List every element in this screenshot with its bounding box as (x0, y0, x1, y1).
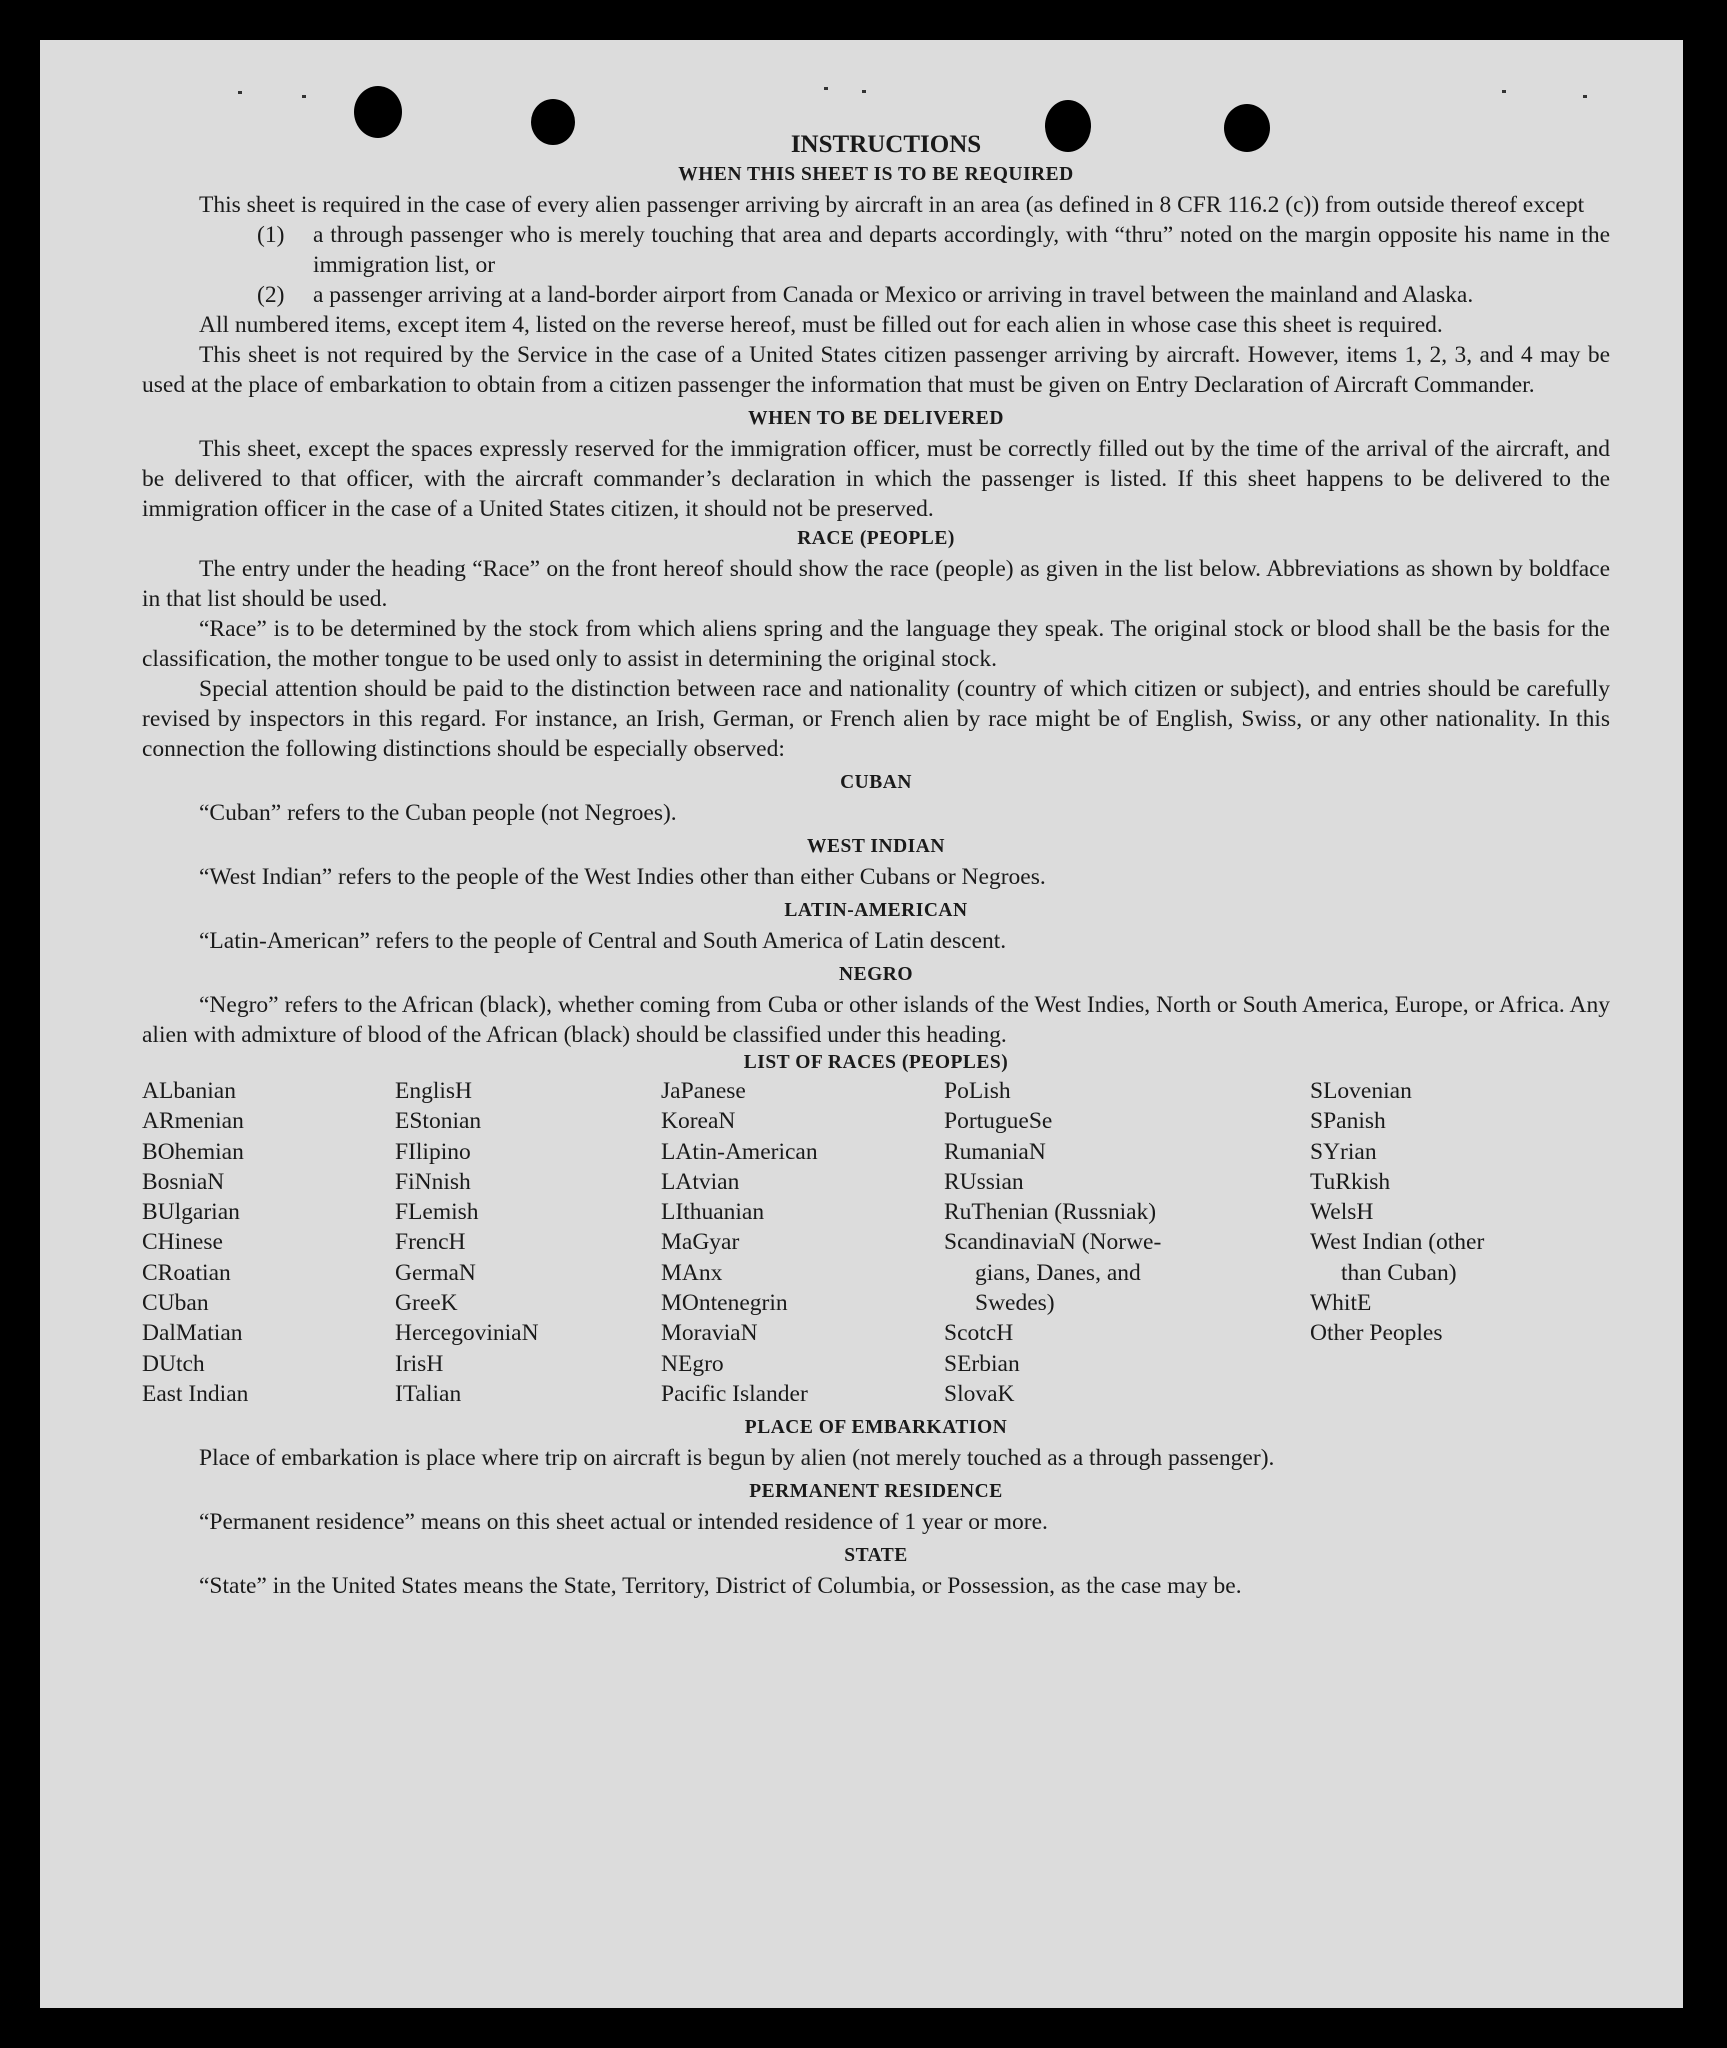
race-entry: EStonian (395, 1108, 482, 1135)
delivered-paragraph: This sheet, except the spaces expressly reserved for the immigration officer, must be correctly filled out by the time of the arrival of the aircraft, and be delivered to that officer, with the aircraft commander’s declaration in which the passenger is listed. If this sheet happens to be delivered to the immigration officer in the case of a United States citizen, it should not be preserved. (142, 436, 1610, 522)
race-entry: RumaniaN (944, 1138, 1046, 1165)
race-entry: MOntenegrin (661, 1290, 788, 1317)
races-column-1 (142, 1076, 395, 1409)
race-entry: NEgro (661, 1350, 724, 1377)
race-entry: EnglisH (395, 1078, 473, 1104)
race-entry: BUlgarian (142, 1199, 240, 1226)
race-entry: PoLish (944, 1078, 1011, 1104)
heading-place-of-embarkation: PLACE OF EMBARKATION (744, 1417, 1008, 1439)
heading-when-delivered: WHEN TO BE DELIVERED (748, 408, 1004, 429)
races-list (142, 1076, 1610, 1409)
item-number: (1) (257, 222, 285, 248)
race-entry: CUban (142, 1290, 209, 1317)
race-entry: CHinese (142, 1229, 223, 1256)
race-entry: DalMatian (142, 1320, 243, 1347)
west-indian-definition: “West Indian” refers to the people of the West Indies other than either Cubans or Negroes. (199, 864, 1046, 890)
races-column-2 (395, 1076, 661, 1409)
race-entry: BOhemian (142, 1138, 244, 1165)
race-entry: West Indian (other (1310, 1229, 1485, 1256)
race-entry: FIlipino (395, 1138, 471, 1165)
race-entry: FLemish (395, 1199, 479, 1226)
races-column-3 (661, 1076, 944, 1409)
page-title: INSTRUCTIONS (790, 131, 982, 158)
race-entry: ARmenian (142, 1108, 244, 1135)
numbered-items-paragraph: All numbered items, except item 4, listed on the reverse hereof, must be filled out for each alien in whose case this sheet is required. (199, 312, 1443, 338)
race-entry: KoreaN (661, 1108, 736, 1135)
speck (862, 90, 866, 93)
heading-state: STATE (844, 1545, 908, 1567)
race-entry: LAtin-American (661, 1138, 818, 1165)
race-entry: TuRkish (1310, 1168, 1391, 1195)
race-entry: SLovenian (1310, 1078, 1412, 1104)
race-entry-continued: than Cuban) (1341, 1259, 1457, 1286)
race-entry: SYrian (1310, 1138, 1377, 1165)
residence-paragraph: “Permanent residence” means on this sheet actual or intended residence of 1 year or more. (199, 1509, 1048, 1536)
speck (302, 95, 306, 98)
race-paragraph-1: The entry under the heading “Race” on the front hereof should show the race (people) as given in the list below. Abbreviations as shown by boldface in that list should be used. (142, 556, 1610, 612)
speck (238, 91, 242, 94)
heading-permanent-residence: PERMANENT RESIDENCE (749, 1481, 1003, 1503)
heading-negro: NEGRO (838, 964, 913, 985)
race-paragraph-2: “Race” is to be determined by the stock from which aliens spring and the language they speak. The original stock or blood shall be the basis for the classification, the mother tongue to be used only to assist in determining the original stock. (142, 616, 1610, 672)
race-entry-continued: gians, Danes, and (975, 1259, 1141, 1286)
required-intro: This sheet is required in the case of every alien passenger arriving by aircraft in an area (as defined in 8 CFR 116.2 (c)) from outside thereof except (199, 192, 1585, 218)
item-text: a passenger arriving at a land-border airport from Canada or Mexico or arriving in travel between the mainland and Alaska. (313, 282, 1474, 308)
speck (1583, 95, 1587, 98)
heading-list-of-races: LIST OF RACES (PEOPLES) (743, 1052, 1009, 1073)
race-entry: HercegoviniaN (395, 1320, 539, 1347)
speck (824, 87, 828, 90)
exception-item-1 (257, 220, 1610, 280)
race-entry-continued: Swedes) (975, 1290, 1055, 1317)
heading-race: RACE (PEOPLE) (797, 528, 955, 549)
race-entry: RUssian (944, 1168, 1024, 1195)
race-entry: East Indian (142, 1380, 249, 1407)
item-number: (2) (257, 282, 285, 308)
race-entry: GermaN (395, 1259, 476, 1286)
race-entry: SErbian (944, 1350, 1020, 1377)
race-entry: MaGyar (661, 1229, 740, 1256)
race-entry: BosniaN (142, 1168, 225, 1195)
heading-when-required: WHEN THIS SHEET IS TO BE REQUIRED (678, 164, 1074, 185)
item-text: a through passenger who is merely touching that area and departs accordingly, with “thru” noted on the margin opposite his name in the immigration list, or (313, 222, 1610, 278)
state-paragraph: “State” in the United States means the State, Territory, District of Columbia, or Possession, as the case may be. (199, 1573, 1242, 1600)
document-page (40, 40, 1683, 2008)
negro-definition: “Negro” refers to the African (black), whether coming from Cuba or other islands of the West Indies, North or South America, Europe, or Africa. Any alien with admixture of blood of the African (black) should be classified under this heading. (142, 992, 1610, 1048)
race-entry: MoraviaN (661, 1320, 758, 1347)
heading-west-indian: WEST INDIAN (807, 836, 945, 857)
race-entry: RuThenian (Russniak) (944, 1199, 1157, 1226)
race-entry: WelsH (1310, 1199, 1374, 1226)
exception-item-2 (257, 280, 1610, 310)
race-entry: WhitE (1310, 1290, 1372, 1317)
race-entry: LIthuanian (661, 1199, 765, 1226)
races-column-5 (1310, 1076, 1610, 1409)
race-entry: CRoatian (142, 1259, 231, 1286)
race-entry: ScotcH (944, 1320, 1014, 1347)
heading-latin-american: LATIN-AMERICAN (784, 900, 968, 921)
speck (1502, 90, 1506, 93)
race-entry: SlovaK (944, 1380, 1015, 1407)
instructions-text (142, 130, 1610, 1601)
race-entry: PortugueSe (944, 1108, 1053, 1135)
cuban-definition: “Cuban” refers to the Cuban people (not Negroes). (199, 800, 677, 826)
race-entry: GreeK (395, 1290, 458, 1317)
latin-american-definition: “Latin-American” refers to the people of Central and South America of Latin descent. (199, 928, 1007, 954)
race-entry: ITalian (395, 1380, 462, 1407)
race-entry: Pacific Islander (661, 1380, 808, 1407)
race-entry: SPanish (1310, 1108, 1386, 1135)
race-entry: JaPanese (661, 1078, 746, 1104)
race-entry: FiNnish (395, 1168, 471, 1195)
race-entry: DUtch (142, 1350, 205, 1377)
race-entry: MAnx (661, 1259, 723, 1286)
race-paragraph-3: Special attention should be paid to the distinction between race and nationality (country of which citizen or subject), and entries should be carefully revised by inspectors in this regard. For instance, an Irish, German, or French alien by race might be of English, Swiss, or any other nationality. In this connection the following distinctions should be especially observed: (142, 676, 1610, 762)
race-entry: FrencH (395, 1229, 466, 1256)
race-entry: Other Peoples (1310, 1320, 1443, 1347)
citizen-paragraph: This sheet is not required by the Service in the case of a United States citizen passenger arriving by aircraft. However, items 1, 2, 3, and 4 may be used at the place of embarkation to obtain from a citizen passenger the information that must be given on Entry Declaration of Aircraft Commander. (142, 342, 1610, 398)
race-entry: ScandinaviaN (Norwe- (944, 1229, 1162, 1256)
race-entry: ALbanian (142, 1078, 236, 1104)
races-column-4 (944, 1076, 1310, 1409)
embarkation-paragraph: Place of embarkation is place where trip on aircraft is begun by alien (not merely touched as a through passenger). (199, 1445, 1275, 1472)
race-entry: LAtvian (661, 1168, 740, 1195)
race-entry: IrisH (395, 1350, 444, 1377)
heading-cuban: CUBAN (840, 772, 912, 793)
